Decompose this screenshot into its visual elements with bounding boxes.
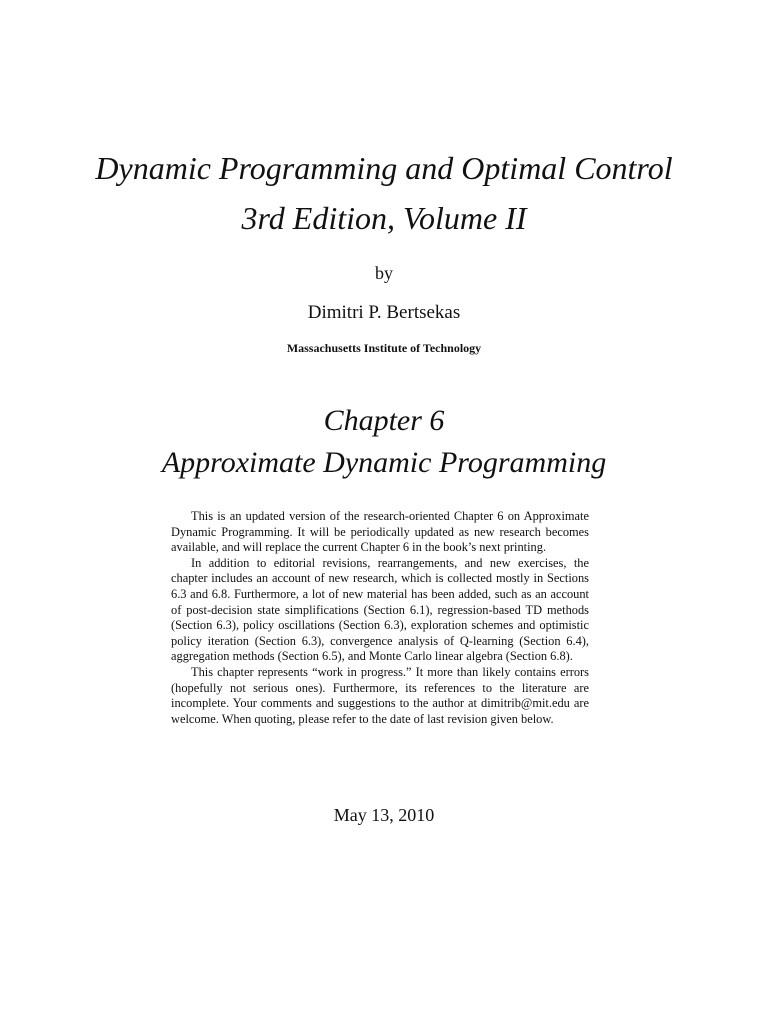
- book-title-line-2: 3rd Edition, Volume II: [241, 200, 527, 236]
- chapter-title: Approximate Dynamic Programming: [161, 446, 607, 479]
- abstract-paragraph-2: In addition to editorial revisions, rearrangements, and new exercises, the chapter includes an account of new research, which is collected mostly in Sections 6.3 and 6.8. Furthermore, a lot of new material has been added, such as an account of post-decision state simplifications (Section 6.1), regression-based TD methods (Section 6.3), policy oscillations (Section 6.3), exploration schemes and optimistic policy iteration (Section 6.3), convergence analysis of Q-learning (Section 6.4), aggregation methods (Section 6.5), and Monte Carlo linear algebra (Section 6.8).: [171, 555, 589, 664]
- abstract-paragraph-3: This chapter represents “work in progress.” It more than likely contains errors (hopefully not serious ones). Furthermore, its references to the literature are incomplete. Your comments and suggestions to the author at dimitrib@mit.edu are welcome. When quoting, please refer to the date of last revision given below.: [171, 664, 589, 726]
- revision-date: May 13, 2010: [333, 805, 435, 825]
- abstract-paragraph-1: This is an updated version of the research-oriented Chapter 6 on Approximate Dynamic Programming. It will be periodically updated as new research becomes available, and will replace the current Chapter 6 in the book’s next printing.: [171, 509, 589, 555]
- author-affiliation: Massachusetts Institute of Technology: [286, 341, 482, 355]
- author-name: Dimitri P. Bertsekas: [307, 302, 461, 323]
- by-label: by: [375, 263, 393, 283]
- chapter-number: Chapter 6: [323, 404, 445, 437]
- book-title-line-1: Dynamic Programming and Optimal Control: [95, 150, 673, 186]
- abstract: [171, 509, 589, 727]
